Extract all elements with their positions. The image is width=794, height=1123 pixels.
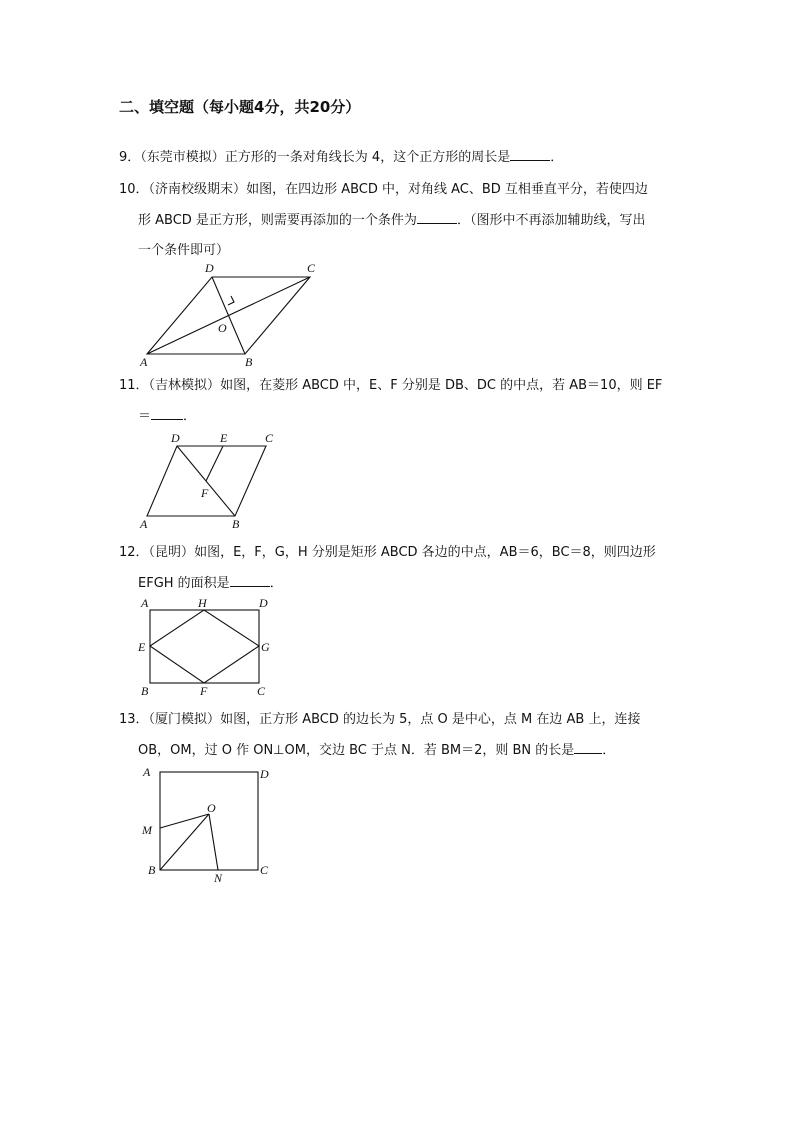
- label-A: A: [143, 765, 151, 779]
- label-B: B: [245, 355, 253, 369]
- label-A: A: [140, 517, 148, 531]
- label-D: D: [259, 596, 268, 610]
- label-B: B: [232, 517, 240, 531]
- question-source: （济南校级期末）: [148, 182, 247, 197]
- label-O: O: [218, 321, 227, 335]
- answer-blank[interactable]: [574, 741, 602, 754]
- label-H: H: [198, 596, 207, 610]
- rhombus-efgh: [150, 610, 259, 683]
- figure-q13-square: [138, 762, 278, 886]
- answer-blank[interactable]: [510, 148, 550, 161]
- question-text: 正方形的一条对角线长为 4，这个正方形的周长是: [224, 150, 511, 165]
- question-number: 11．: [119, 378, 149, 393]
- segment-on: [209, 814, 218, 870]
- question-text: 如图，E，F，G，H 分别是矩形 ABCD 各边的中点，AB＝6，BC＝8，则四边形: [194, 545, 656, 560]
- rectangle-abcd: [150, 610, 259, 683]
- label-N: N: [214, 871, 223, 885]
- section-title: 二、填空题（每小题4分，共20分）: [119, 98, 361, 116]
- question-source: （东莞市模拟）: [140, 150, 225, 165]
- label-G: G: [261, 640, 270, 654]
- question-source: （厦门模拟）: [148, 712, 221, 727]
- segment-ef: [206, 446, 223, 481]
- segment-ob: [160, 814, 209, 870]
- question-text: 如图，在菱形 ABCD 中，E、F 分别是 DB、DC 的中点，若 AB＝10，则 EF: [220, 378, 663, 393]
- question-number: 12．: [119, 545, 149, 560]
- question-number: 10．: [119, 182, 149, 197]
- label-C: C: [260, 863, 269, 877]
- label-D: D: [260, 767, 269, 781]
- label-A: A: [141, 596, 149, 610]
- answer-blank[interactable]: [230, 574, 270, 587]
- question-9: 9．（东莞市模拟）正方形的一条对角线长为 4，这个正方形的周长是 ．: [119, 150, 564, 165]
- label-A: A: [140, 355, 148, 369]
- label-D: D: [205, 261, 214, 275]
- square-abcd: [160, 772, 258, 870]
- figure-q12-rectangle: [135, 594, 275, 698]
- label-B: B: [148, 863, 156, 877]
- question-source: （昆明）: [148, 545, 195, 560]
- label-C: C: [307, 261, 316, 275]
- answer-blank[interactable]: [417, 211, 457, 224]
- figure-q11-rhombus: [135, 428, 285, 532]
- label-C: C: [265, 431, 274, 445]
- question-number: 13．: [119, 712, 149, 727]
- question-12-line-2: EFGH 的面积是 ．: [138, 576, 283, 591]
- question-10-line-2: 形 ABCD 是正方形，则需要再添加的一个条件为 ．（图形中不再添加辅助线，写出: [138, 213, 646, 228]
- label-F: F: [201, 486, 209, 500]
- label-O: O: [207, 801, 216, 815]
- question-13-line-2: OB，OM，过 O 作 ON⊥OM，交边 BC 于点 N．若 BM＝2，则 BN 的长是 ．: [138, 743, 616, 758]
- label-D: D: [171, 431, 180, 445]
- question-13: [119, 708, 640, 727]
- question-12: [119, 541, 656, 560]
- question-11: [119, 374, 662, 393]
- right-angle-mark: [228, 296, 234, 305]
- figure-q10-rhombus: [135, 258, 325, 370]
- question-text: 如图，在四边形 ABCD 中，对角线 AC、BD 互相垂直平分，若使四边: [246, 182, 648, 197]
- question-11-line-2: ＝ ．: [138, 409, 197, 424]
- diagonal-bd: [212, 277, 245, 354]
- label-E: E: [138, 640, 146, 654]
- label-M: M: [142, 823, 152, 837]
- segment-om: [160, 814, 209, 828]
- label-E: E: [220, 431, 228, 445]
- question-number: 9．: [119, 150, 141, 165]
- question-10: [119, 178, 648, 197]
- question-10-line-3: 一个条件即可）: [138, 243, 230, 258]
- answer-blank[interactable]: [151, 407, 183, 420]
- label-C: C: [257, 684, 266, 698]
- label-F: F: [200, 684, 208, 698]
- question-text: 如图，正方形 ABCD 的边长为 5，点 O 是中心，点 M 在边 AB 上，连接: [220, 712, 641, 727]
- question-source: （吉林模拟）: [148, 378, 221, 393]
- label-B: B: [141, 684, 149, 698]
